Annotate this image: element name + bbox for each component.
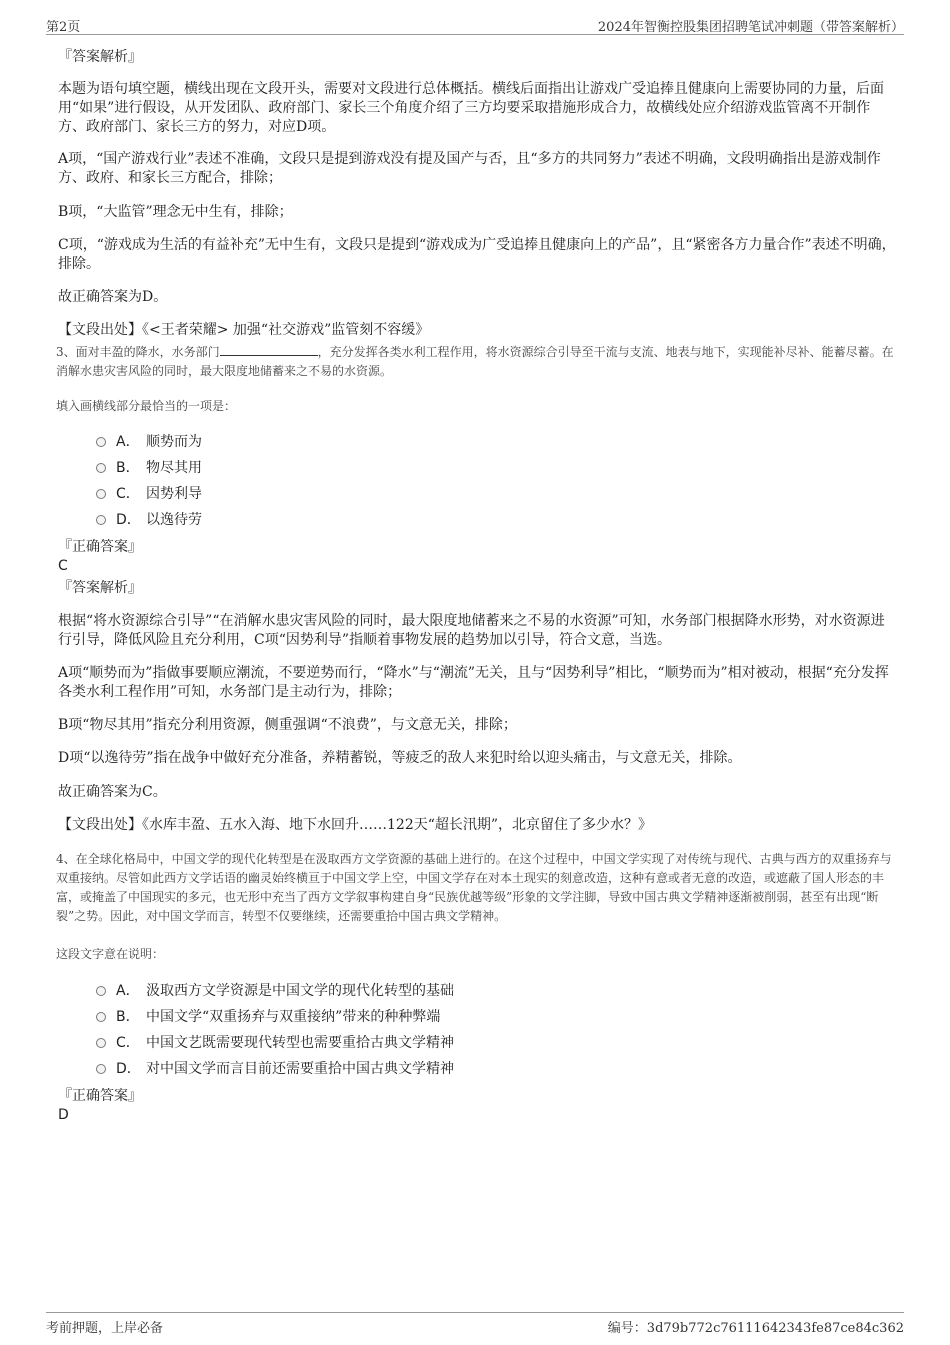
q3-blank	[220, 343, 318, 356]
q4-option-a[interactable]	[96, 982, 454, 1000]
option-text: 因势利导	[146, 486, 202, 502]
q2-analysis-p2: A项，“国产游戏行业”表述不准确，文段只是提到游戏没有提及国产与否，且“多方的共同努力”表述不明确，文段明确指出是游戏制作方、政府、和家长三方配合，排除；	[58, 151, 881, 186]
radio-icon[interactable]	[96, 1064, 106, 1074]
option-text: 物尽其用	[146, 460, 202, 476]
page-number: 第2页	[46, 20, 81, 35]
q4-answer: D	[58, 1107, 69, 1123]
q3-prompt: 填入画横线部分最恰当的一项是：	[56, 399, 237, 413]
option-text: 顺势而为	[146, 434, 202, 450]
option-key: B．	[116, 460, 140, 476]
option-text: 汲取西方文学资源是中国文学的现代化转型的基础	[146, 983, 454, 999]
q3-stem-part-a: 3、面对丰盈的降水，水务部门	[56, 345, 220, 359]
q4-prompt: 这段文字意在说明：	[56, 947, 165, 961]
radio-icon[interactable]	[96, 1012, 106, 1022]
footer-slogan: 考前押题，上岸必备	[46, 1321, 164, 1336]
document-id: 编号：3d79b772c76111642343fe87ce84c362	[607, 1321, 904, 1336]
radio-icon[interactable]	[96, 515, 106, 525]
q3-analysis-p2: A项“顺势而为”指做事要顺应潮流，不要逆势而行，“降水”与“潮流”无关，且与“因势利导”相比，“顺势而为”相对被动，根据“充分发挥各类水利工程作用”可知，水务部门是主动行为，排除；	[58, 665, 889, 700]
q3-analysis-p4: D项“以逸待劳”指在战争中做好充分准备，养精蓄锐，等疲乏的敌人来犯时给以迎头痛击，与文意无关，排除。	[58, 750, 742, 766]
radio-icon[interactable]	[96, 489, 106, 499]
q2-analysis-p1: 本题为语句填空题，横线出现在文段开头，需要对文段进行总体概括。横线后面指出让游戏广受追捧且健康向上需要协同的力量，后面用“如果”进行假设，从开发团队、政府部门、家长三个角度介绍了三方均要采取措施形成合力，故横线处应介绍游戏监管离不开制作方、政府部门、家长三方的努力，对应D项。	[58, 81, 884, 135]
option-text: 以逸待劳	[146, 512, 202, 528]
option-key: D．	[116, 1061, 141, 1077]
option-key: B．	[116, 1009, 140, 1025]
page-header	[46, 14, 904, 35]
radio-icon[interactable]	[96, 437, 106, 447]
option-text: 中国文艺既需要现代转型也需要重拾古典文学精神	[146, 1035, 454, 1051]
q3-stem-part-b: ，充分发挥各类水利工程作用，将水资源综合引导至干流与支流、地表与地下，实现能补尽补、能蓄尽蓄。在消解水患灾害风险的同时，最大限度地储蓄来之不易的水资源。	[56, 345, 894, 378]
option-text: 对中国文学而言目前还需要重拾中国古典文学精神	[146, 1061, 454, 1077]
radio-icon[interactable]	[96, 463, 106, 473]
q2-source: 【文段出处】《<王者荣耀> 加强“社交游戏”监管刻不容缓》	[58, 322, 430, 338]
q4-option-d[interactable]	[96, 1060, 454, 1078]
q3-analysis-heading: 『答案解析』	[58, 580, 142, 596]
radio-icon[interactable]	[96, 1038, 106, 1048]
q3-analysis-p5: 故正确答案为C。	[58, 784, 167, 800]
q2-analysis-heading: 『答案解析』	[58, 49, 142, 65]
q4-answer-heading: 『正确答案』	[58, 1088, 142, 1104]
q3-option-d[interactable]	[96, 511, 202, 529]
q3-option-a[interactable]	[96, 433, 202, 451]
q3-stem	[56, 343, 901, 381]
q2-analysis-p5: 故正确答案为D。	[58, 289, 168, 305]
option-key: A．	[116, 983, 140, 999]
q4-option-c[interactable]	[96, 1034, 454, 1052]
q3-source: 【文段出处】《水库丰盈、五水入海、地下水回升……122天“超长汛期”，北京留住了多少水？》	[58, 817, 653, 833]
option-key: C．	[116, 486, 140, 502]
q4-option-b[interactable]	[96, 1008, 440, 1026]
option-text: 中国文学“双重扬弃与双重接纳”带来的种种弊端	[146, 1009, 441, 1025]
page-footer	[46, 1312, 904, 1335]
option-key: A．	[116, 434, 140, 450]
document-title: 2024年智衡控股集团招聘笔试冲刺题（带答案解析）	[597, 20, 904, 35]
q3-analysis-p1: 根据“将水资源综合引导”“在消解水患灾害风险的同时，最大限度地储蓄来之不易的水资源”可知，水务部门根据降水形势，对水资源进行引导，降低风险且充分利用，C项“因势利导”指顺着事物发展的趋势加以引导，符合文意，当选。	[58, 613, 885, 648]
option-key: D．	[116, 512, 141, 528]
q3-option-c[interactable]	[96, 485, 202, 503]
q3-answer-heading: 『正确答案』	[58, 539, 142, 555]
q2-analysis-p3: B项，“大监管”理念无中生有，排除；	[58, 204, 293, 220]
radio-icon[interactable]	[96, 986, 106, 996]
q3-analysis-p3: B项“物尽其用”指充分利用资源，侧重强调“不浪费”，与文意无关，排除；	[58, 717, 517, 733]
q3-answer: C	[58, 558, 68, 574]
q2-analysis-p4: C项，“游戏成为生活的有益补充”无中生有，文段只是提到“游戏成为广受追捧且健康向上的产品”，且“紧密各方力量合作”表述不明确，排除。	[58, 237, 896, 272]
q4-stem: 4、在全球化格局中，中国文学的现代化转型是在汲取西方文学资源的基础上进行的。在这个过程中，中国文学实现了对传统与现代、古典与西方的双重扬弃与双重接纳。尽管如此西方文学话语的幽灵始终横亘于中国文学上空，中国文学存在对本土现实的刻意改造，这种有意或者无意的改造，或遮蔽了国人形态的丰富，或掩盖了中国现实的多元，也无形中充当了西方文学叙事构建自身“民族优越等级”形象的文学注脚，导致中国古典文学精神逐渐被削弱，甚至有出现“断裂”之势。因此，对中国文学而言，转型不仅要继续，还需要重拾中国古典文学精神。	[56, 852, 892, 923]
q3-option-b[interactable]	[96, 459, 202, 477]
option-key: C．	[116, 1035, 140, 1051]
